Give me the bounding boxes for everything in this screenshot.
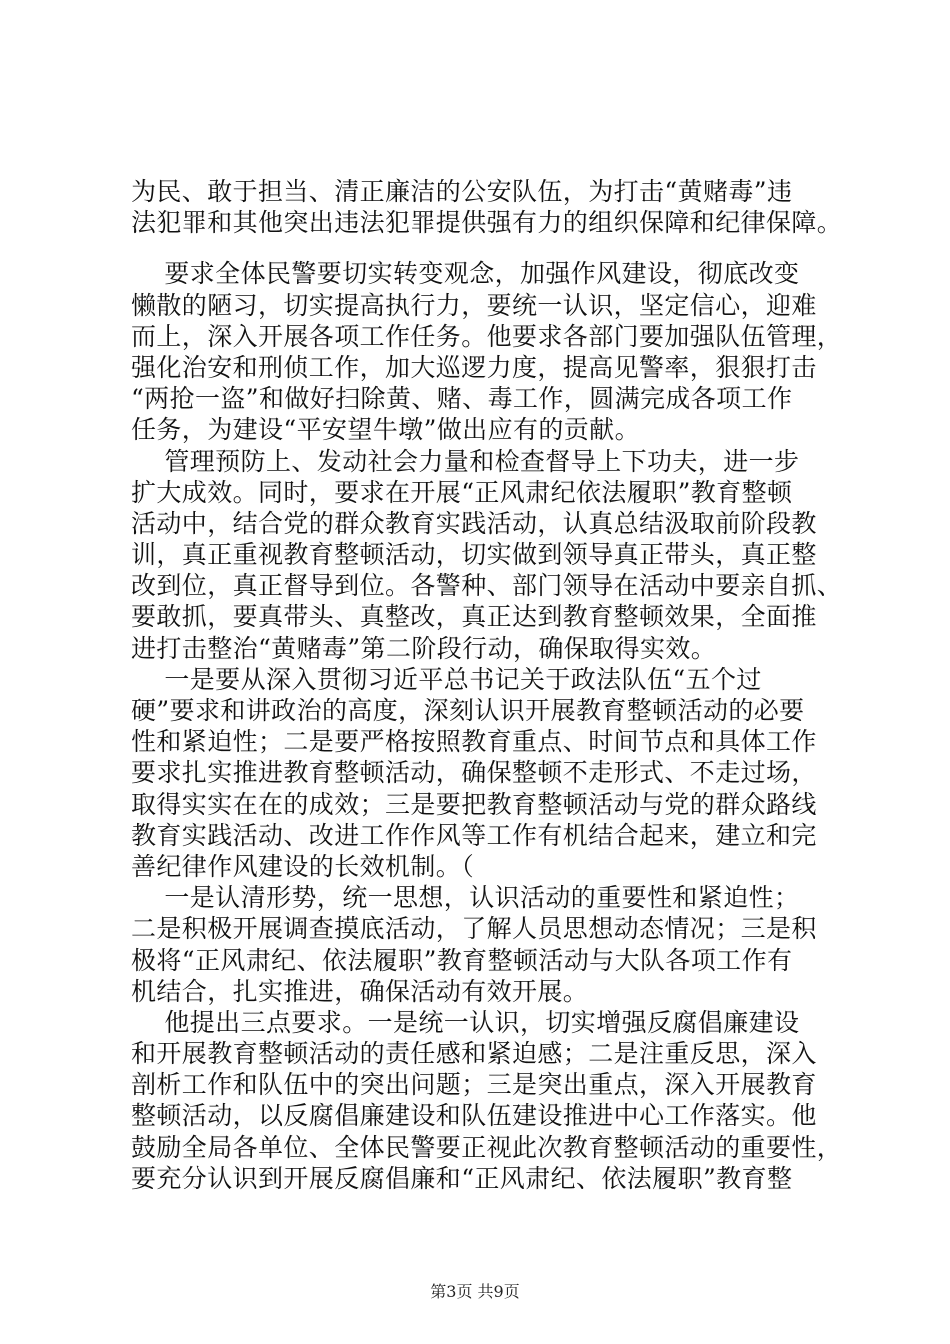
text-line: 一是要从深入贯彻习近平总书记关于政法队伍“五个过 (131, 664, 762, 694)
text-line: 性和紧迫性；二是要严格按照教育重点、时间节点和具体工作 (131, 727, 817, 757)
text-line: 鼓励全局各单位、全体民警要正视此次教育整顿活动的重要性， (131, 1132, 843, 1162)
text-line: 机结合，扎实推进，确保活动有效开展。 (131, 976, 589, 1006)
text-line: 二是积极开展调查摸底活动，了解人员思想动态情况；三是积 (131, 914, 817, 944)
text-line: 懒散的陋习，切实提高执行力，要统一认识，坚定信心，迎难 (131, 290, 817, 320)
text-line: 和开展教育整顿活动的责任感和紧迫感；二是注重反思，深入 (131, 1039, 817, 1069)
text-line: 改到位，真正督导到位。各警种、部门领导在活动中要亲自抓、 (131, 571, 843, 601)
paragraph-gap (131, 238, 831, 258)
text-line: 要充分认识到开展反腐倡廉和“正风肃纪、依法履职”教育整 (131, 1163, 793, 1193)
text-line: 扩大成效。同时，要求在开展“正风肃纪依法履职”教育整顿 (131, 477, 793, 507)
text-line: 善纪律作风建设的长效机制。（ (131, 851, 475, 881)
text-line: 任务，为建设“平安望牛墩”做出应有的贡献。 (131, 415, 640, 445)
text-line: 要求全体民警要切实转变观念，加强作风建设，彻底改变 (131, 259, 800, 289)
text-line: “两抢一盗”和做好扫除黄、赌、毒工作，圆满完成各项工作 (131, 384, 793, 414)
text-line: 管理预防上、发动社会力量和检查督导上下功夫，进一步 (131, 446, 800, 476)
text-line: 剖析工作和队伍中的突出问题；三是突出重点，深入开展教育 (131, 1070, 817, 1100)
text-line: 极将“正风肃纪、依法履职”教育整顿活动与大队各项工作有 (131, 945, 793, 975)
text-line: 他提出三点要求。一是统一认识，切实增强反腐倡廉建设 (131, 1007, 800, 1037)
page-number-footer: 第3页 共9页 (430, 1282, 520, 1301)
paragraph-3 (131, 446, 843, 664)
text-line: 训，真正重视教育整顿活动，切实做到领导真正带头，真正整 (131, 540, 817, 570)
text-line: 整顿活动，以反腐倡廉建设和队伍建设推进中心工作落实。他 (131, 1101, 817, 1131)
text-line: 硬”要求和讲政治的高度，深刻认识开展教育整顿活动的必要 (131, 696, 805, 725)
text-line: 一是认清形势，统一思想，认识活动的重要性和紧迫性； (131, 883, 800, 913)
text-line: 为民、敢于担当、清正廉洁的公安队伍，为打击“黄赌毒”违 (131, 177, 793, 206)
text-line: 要敢抓，要真带头、真整改，真正达到教育整顿效果，全面推 (131, 602, 817, 632)
text-line: 活动中，结合党的群众教育实践活动，认真总结汲取前阶段教 (131, 508, 817, 538)
document-body (131, 176, 843, 1194)
text-line: 取得实实在在的成效；三是要把教育整顿活动与党的群众路线 (131, 789, 817, 819)
paragraph-5 (131, 882, 831, 1007)
text-line: 而上，深入开展各项工作任务。他要求各部门要加强队伍管理， (131, 321, 843, 351)
text-line: 强化治安和刑侦工作，加大巡逻力度，提高见警率，狠狠打击 (131, 352, 817, 382)
text-line: 要求扎实推进教育整顿活动，确保整顿不走形式、不走过场， (131, 758, 817, 788)
paragraph-4 (131, 664, 831, 882)
text-line: 教育实践活动、改进工作作风等工作有机结合起来，建立和完 (131, 820, 817, 850)
text-line: 法犯罪和其他突出违法犯罪提供强有力的组织保障和纪律保障。 (131, 208, 843, 238)
paragraph-6 (131, 1007, 843, 1194)
text-line: 进打击整治“黄赌毒”第二阶段行动，确保取得实效。 (131, 633, 717, 663)
paragraph-1 (131, 176, 843, 238)
paragraph-2 (131, 258, 843, 445)
